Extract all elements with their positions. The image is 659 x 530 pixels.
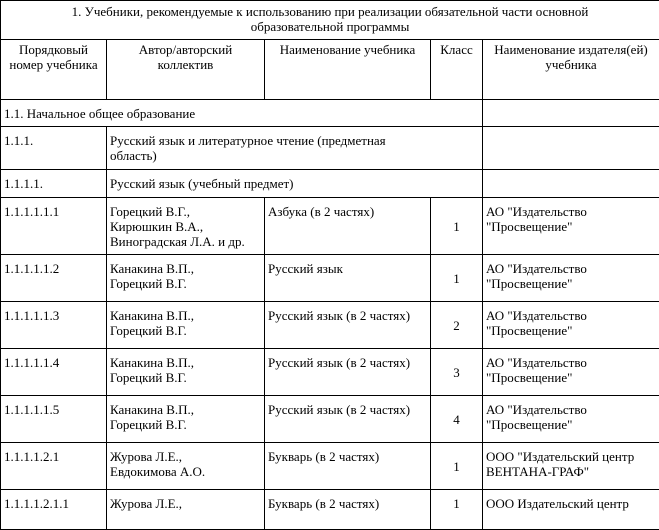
row-authors: Канакина В.П., Горецкий В.Г. [107,302,265,349]
row-publisher: АО "Издательство "Просвещение" [483,396,659,443]
header-row [1,40,659,100]
section-title: 1.1. Начальное общее образование [1,100,483,127]
row-grade: 3 [431,349,483,396]
row-publisher: АО "Издательство "Просвещение" [483,255,659,302]
column-header-author: Автор/авторский коллектив [107,40,265,100]
table-row [1,302,659,349]
row-number: 1.1.1.1.1.5 [1,396,107,443]
section-title: Русский язык (учебный предмет) [107,170,483,198]
row-book-title: Букварь (в 2 частях) [265,443,431,490]
row-publisher: ООО "Издательский центр ВЕНТАНА-ГРАФ" [483,443,659,490]
row-publisher: ООО Издательский центр [483,490,659,530]
column-header-publisher: Наименование издателя(ей) учебника [483,40,659,100]
section-title: Русский язык и литературное чтение (предметная область) [107,127,483,170]
section-row [1,100,659,127]
row-book-title: Русский язык (в 2 частях) [265,302,431,349]
row-number: 1.1.1.1.2.1.1 [1,490,107,530]
row-grade: 2 [431,302,483,349]
row-book-title: Азбука (в 2 частях) [265,198,431,255]
row-publisher: АО "Издательство "Просвещение" [483,302,659,349]
row-number: 1.1.1.1.1.2 [1,255,107,302]
table-row [1,443,659,490]
table-title-line: 1. Учебники, рекомендуемые к использованию при реализации обязательной части основной [4,4,656,19]
row-number: 1.1.1.1.1.1 [1,198,107,255]
table-row [1,490,659,530]
row-authors: Канакина В.П., Горецкий В.Г. [107,396,265,443]
row-authors: Горецкий В.Г., Кирюшкин В.А., Виноградская Л.А. и др. [107,198,265,255]
row-grade: 4 [431,396,483,443]
row-authors: Канакина В.П., Горецкий В.Г. [107,255,265,302]
empty-cell [483,100,659,127]
row-authors: Канакина В.П., Горецкий В.Г. [107,349,265,396]
column-header-book: Наименование учебника [265,40,431,100]
column-header-number: Порядковый номер учебника [1,40,107,100]
row-authors: Журова Л.Е., Евдокимова А.О. [107,443,265,490]
column-header-grade: Класс [431,40,483,100]
section-number: 1.1.1. [1,127,107,170]
table-row [1,255,659,302]
empty-cell [483,127,659,170]
row-book-title: Букварь (в 2 частях) [265,490,431,530]
section-row [1,170,659,198]
empty-cell [483,170,659,198]
row-number: 1.1.1.1.1.4 [1,349,107,396]
section-row [1,127,659,170]
row-authors: Журова Л.Е., [107,490,265,530]
row-grade: 1 [431,255,483,302]
row-book-title: Русский язык (в 2 частях) [265,349,431,396]
table-title [1,1,659,40]
row-book-title: Русский язык (в 2 частях) [265,396,431,443]
table-title-line: образовательной программы [4,19,656,34]
row-grade: 1 [431,443,483,490]
table-row [1,198,659,255]
table-row [1,396,659,443]
row-book-title: Русский язык [265,255,431,302]
row-grade: 1 [431,490,483,530]
row-number: 1.1.1.1.1.3 [1,302,107,349]
row-number: 1.1.1.1.2.1 [1,443,107,490]
table-row [1,349,659,396]
row-publisher: АО "Издательство "Просвещение" [483,198,659,255]
row-publisher: АО "Издательство "Просвещение" [483,349,659,396]
section-number: 1.1.1.1. [1,170,107,198]
row-grade: 1 [431,198,483,255]
